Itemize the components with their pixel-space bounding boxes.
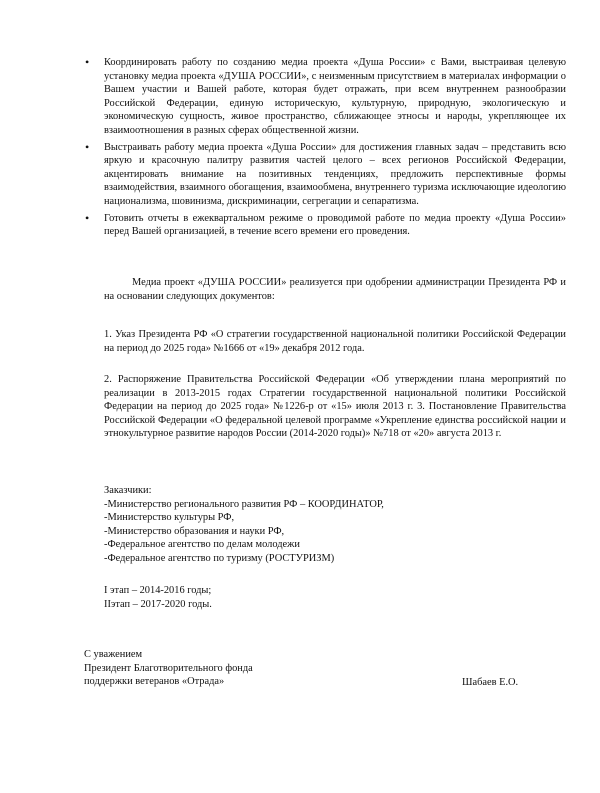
- customer-item: -Министерство образования и науки РФ,: [104, 525, 285, 537]
- signer-organization: поддержки ветеранов «Отрада»: [84, 676, 225, 688]
- stage-item: IIэтап – 2017-2020 годы.: [104, 598, 212, 610]
- closing-regards: С уважением: [84, 649, 143, 660]
- bullet-icon: •: [85, 55, 90, 69]
- task-text: Выстраивать работу медиа проекта «Душа России» для достижения главных задач – представить всю яркую и красочную палитру развития частей целого – всех регионов Российской Федерации, акцентировать внимание на позитивных тенденциях, предложить перспективные формы взаимодействия, взаимного обогащения, взаимообмена, внутреннего туризма исключающие идеологию национализма, шовинизма, дискриминации, сегрегации и сепаратизма.: [104, 141, 566, 207]
- customers-heading: Заказчики:: [104, 485, 152, 496]
- bullet-icon: •: [85, 139, 90, 154]
- task-text: Готовить отчеты в ежеквартальном режиме о проводимой работе по медиа проекту «Душа России» перед Вашей организацией, в течение всего времени его проведения.: [104, 212, 566, 238]
- task-item: [85, 210, 566, 239]
- document-reference: 1. Указ Президента РФ «О стратегии государственной национальной политики Российской Федерации на период до 2025 года» №1666 от «19» декабря 2012 года.: [104, 329, 566, 354]
- customers-block: [104, 484, 566, 566]
- bullet-icon: •: [85, 210, 90, 225]
- document-reference: 2. Распоряжение Правительства Российской Федерации «Об утверждении плана мероприятий по реализации в 2013-2015 годах Стратегии государственной национальной политики Российской Федерации на период до 2025 года» №1226-р от «15» июля 2013 г. 3. Постановление Правительства Российской Федерации «О федеральной целевой программе «Укрепление единства российской нации и этнокультурное развитие народов России (2014-2020 годы)» №718 от «20» августа 2013 г.: [104, 374, 566, 440]
- intro-paragraph: Медиа проект «ДУША РОССИИ» реализуется при одобрении администрации Президента РФ и на основании следующих документов:: [104, 277, 566, 302]
- signer-position: Президент Благотворительного фонда: [84, 662, 253, 674]
- customer-item: -Министерство культуры РФ,: [104, 512, 235, 524]
- customer-item: -Министерство регионального развития РФ – КООРДИНАТОР,: [104, 498, 384, 510]
- task-item: [85, 139, 566, 209]
- stage-item: I этап – 2014-2016 годы;: [104, 585, 212, 596]
- signer-name: Шабаев Е.О.: [462, 677, 519, 688]
- customer-item: -Федеральное агентство по делам молодежи: [104, 539, 300, 551]
- task-list: [85, 55, 566, 242]
- task-item: [85, 55, 566, 138]
- stages-block: [104, 584, 404, 611]
- closing-block: [84, 648, 504, 689]
- customer-item: -Федеральное агентство по туризму (РОСТУРИЗМ): [104, 552, 335, 564]
- task-text: Координировать работу по созданию медиа проекта «Душа России» с Вами, выстраивая целевую установку медиа проекта «ДУША РОССИИ», с неизменным присутствием в материалах информации о Вашем участии и Вашей работе, которая будет отражать, при всем внутреннем разнообразии Российской Федерации, единую историческую, культурную, природную, экологическую и экономическую сущность, живое пространство, сближающее этносы и народы, укрепляющее их взаимоотношения в разных сферах общественной жизни.: [104, 57, 566, 136]
